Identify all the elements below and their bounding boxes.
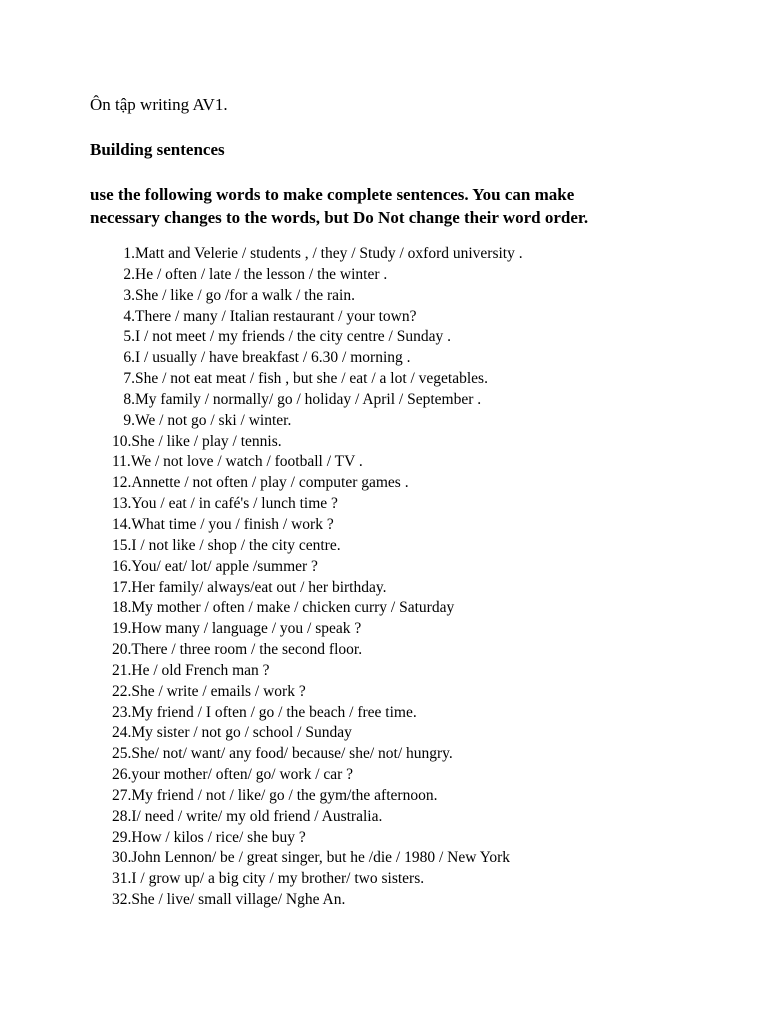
list-item bbox=[0, 432, 768, 453]
item-text: We / not go / ski / winter. bbox=[135, 411, 292, 429]
list-item bbox=[0, 536, 768, 557]
item-text: My family / normally/ go / holiday / April / September . bbox=[135, 390, 482, 408]
list-item bbox=[0, 390, 768, 411]
list-item bbox=[0, 286, 768, 307]
list-item bbox=[0, 452, 768, 473]
item-text: We / not love / watch / football / TV . bbox=[130, 453, 363, 471]
item-number: 1. bbox=[123, 245, 135, 262]
item-text: She / like / go /for a walk / the rain. bbox=[135, 286, 355, 304]
list-item bbox=[0, 765, 768, 786]
list-item bbox=[0, 515, 768, 536]
item-text: How / kilos / rice/ she buy ? bbox=[131, 828, 306, 846]
item-text: I / not meet / my friends / the city centre / Sunday . bbox=[135, 328, 451, 346]
item-number: 3. bbox=[123, 286, 135, 304]
list-item bbox=[0, 890, 768, 911]
item-number: 11. bbox=[112, 453, 131, 471]
item-number: 21. bbox=[112, 661, 132, 679]
item-text: She / live/ small village/ Nghe An. bbox=[131, 891, 346, 909]
item-text: I / grow up/ a big city / my brother/ two sisters. bbox=[131, 870, 425, 888]
item-number: 10. bbox=[112, 432, 132, 450]
list-item bbox=[0, 723, 768, 744]
item-text: He / old French man ? bbox=[131, 661, 270, 679]
list-item bbox=[0, 598, 768, 619]
list-item bbox=[0, 348, 768, 369]
list-item bbox=[0, 619, 768, 640]
item-text: My friend / I often / go / the beach / free time. bbox=[131, 703, 417, 721]
item-text: My sister / not go / school / Sunday bbox=[131, 724, 352, 742]
list-item bbox=[0, 807, 768, 828]
list-item bbox=[0, 848, 768, 869]
item-text: John Lennon/ be / great singer, but he /die / 1980 / New York bbox=[131, 849, 511, 867]
item-text: Annette / not often / play / computer games . bbox=[131, 474, 409, 492]
list-item bbox=[0, 744, 768, 765]
item-text: There / three room / the second floor. bbox=[131, 641, 363, 659]
list-item bbox=[0, 494, 768, 515]
item-number: 2. bbox=[123, 265, 135, 283]
item-number: 23. bbox=[112, 703, 132, 721]
item-number: 26. bbox=[112, 766, 132, 784]
item-text: What time / you / finish / work ? bbox=[131, 515, 334, 533]
list-item bbox=[0, 786, 768, 807]
instructions-line-1: use the following words to make complete sentences. You can make bbox=[90, 185, 575, 204]
list-item bbox=[0, 640, 768, 661]
item-number: 16. bbox=[112, 557, 132, 575]
item-number: 6. bbox=[123, 349, 135, 367]
item-number: 8. bbox=[123, 390, 135, 408]
item-text: He / often / late / the lesson / the winter . bbox=[135, 265, 388, 283]
item-number: 18. bbox=[112, 599, 132, 617]
item-text: She / not eat meat / fish , but she / eat / a lot / vegetables. bbox=[135, 370, 488, 388]
item-text: She / write / emails / work ? bbox=[131, 682, 306, 700]
item-number: 31. bbox=[112, 870, 132, 888]
instructions bbox=[90, 183, 690, 229]
list-item bbox=[0, 557, 768, 578]
item-number: 30. bbox=[112, 849, 132, 867]
item-number: 32. bbox=[112, 891, 132, 909]
item-number: 20. bbox=[112, 641, 132, 659]
item-text: Her family/ always/eat out / her birthday. bbox=[131, 578, 387, 596]
list-item bbox=[0, 473, 768, 494]
item-number: 4. bbox=[123, 307, 135, 325]
item-number: 17. bbox=[112, 578, 132, 596]
item-text: She/ not/ want/ any food/ because/ she/ not/ hungry. bbox=[131, 745, 453, 763]
list-item bbox=[0, 244, 768, 265]
list-item bbox=[0, 661, 768, 682]
list-item bbox=[0, 369, 768, 390]
item-number: 25. bbox=[112, 745, 132, 763]
list-item bbox=[0, 682, 768, 703]
item-number: 7. bbox=[123, 370, 135, 388]
item-text: You / eat / in café's / lunch time ? bbox=[131, 495, 338, 513]
section-heading: Building sentences bbox=[90, 140, 225, 159]
instructions-line-2: necessary changes to the words, but Do Not change their word order. bbox=[90, 208, 589, 227]
list-item bbox=[0, 869, 768, 890]
item-number: 14. bbox=[112, 515, 132, 533]
item-number: 5. bbox=[123, 328, 135, 346]
item-number: 15. bbox=[112, 536, 132, 554]
list-item bbox=[0, 265, 768, 286]
document-title: Ôn tập writing AV1. bbox=[90, 95, 228, 114]
item-number: 12. bbox=[112, 474, 132, 492]
list-item bbox=[0, 307, 768, 328]
item-text: There / many / Italian restaurant / your town? bbox=[135, 307, 417, 325]
item-text: Matt and Velerie / students , / they / Study / oxford university . bbox=[135, 245, 523, 262]
sentence-list bbox=[0, 244, 768, 911]
list-item bbox=[0, 327, 768, 348]
item-text: My mother / often / make / chicken curry / Saturday bbox=[131, 599, 455, 617]
item-text: your mother/ often/ go/ work / car ? bbox=[131, 766, 354, 784]
item-number: 29. bbox=[112, 828, 132, 846]
item-text: My friend / not / like/ go / the gym/the afternoon. bbox=[131, 786, 438, 804]
item-text: I / usually / have breakfast / 6.30 / morning . bbox=[135, 349, 411, 367]
item-number: 9. bbox=[123, 411, 135, 429]
item-number: 19. bbox=[112, 620, 132, 638]
item-number: 22. bbox=[112, 682, 132, 700]
item-text: You/ eat/ lot/ apple /summer ? bbox=[131, 557, 318, 575]
list-item bbox=[0, 578, 768, 599]
list-item bbox=[0, 828, 768, 849]
item-text: I/ need / write/ my old friend / Australia. bbox=[131, 807, 383, 825]
item-number: 27. bbox=[112, 786, 132, 804]
item-text: She / like / play / tennis. bbox=[131, 432, 282, 450]
item-text: I / not like / shop / the city centre. bbox=[131, 536, 341, 554]
list-item bbox=[0, 703, 768, 724]
item-number: 28. bbox=[112, 807, 132, 825]
item-text: How many / language / you / speak ? bbox=[131, 620, 362, 638]
list-item bbox=[0, 411, 768, 432]
item-number: 13. bbox=[112, 495, 132, 513]
item-number: 24. bbox=[112, 724, 132, 742]
